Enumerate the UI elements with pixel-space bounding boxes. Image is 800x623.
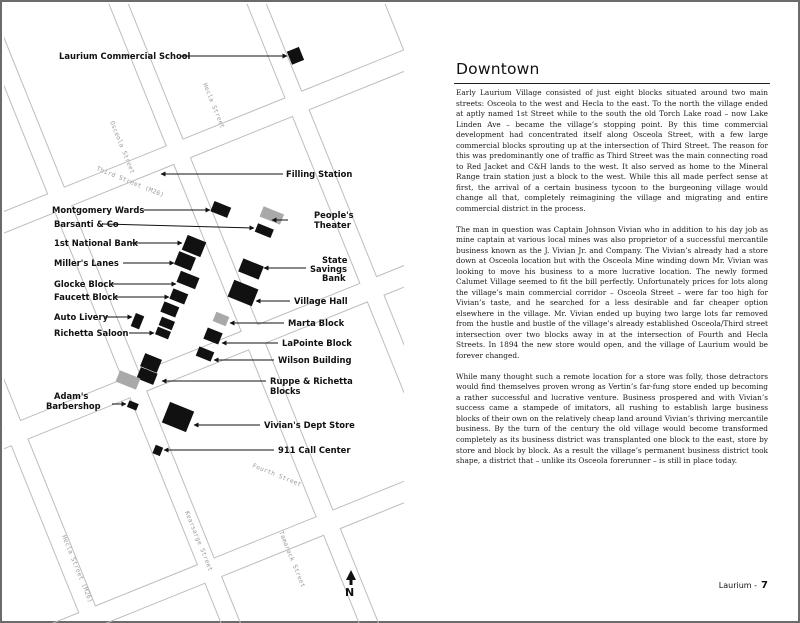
label-montgomery: Montgomery Wards — [52, 205, 145, 215]
city-block — [384, 254, 404, 462]
building-glocke-1 — [176, 271, 199, 290]
city-block — [4, 4, 48, 235]
building-911 — [152, 445, 163, 456]
building-marta-gray — [213, 312, 230, 327]
label-lapointe: LaPointe Block — [282, 338, 352, 348]
label-peoples-1: People's — [314, 210, 354, 220]
building-adams — [127, 400, 139, 410]
label-national-bank: 1st National Bank — [54, 238, 138, 248]
street-name-hecla: Hecla Street — [201, 82, 226, 130]
page-number: 7 — [761, 580, 768, 591]
building-village-hall — [228, 280, 259, 306]
building-peoples-theater — [260, 206, 285, 224]
building-ruppe-gray — [116, 370, 141, 389]
building-faucett-1 — [169, 288, 188, 304]
label-marta: Marta Block — [288, 318, 345, 328]
label-auto-livery: Auto Livery — [54, 312, 109, 322]
article-body — [456, 88, 768, 477]
page-footer — [719, 580, 768, 591]
city-block — [204, 4, 403, 91]
text-page — [404, 4, 800, 623]
paragraph: Early Laurium Village consisted of just eight blocks situated around two main streets: Osceola to the west and Hecla to the east. To the north the village ended at aptly named 1st Street while to the south the old Torch Lake road – now Lake Linden Ave – became the village’s stopping point. By this time commercial development had concentrated itself along Osceola Street, with a few large commercial blocks sprouting up at the intersection of Third Street. The reason for this was predominantly one of traffic as Third Street was the main connecting road to Red Jacket and C&H lands to the west. It also served as home to the Mineral Range train station just a block to the west. While this all made perfect sense at first, the arrival of a certain business tycoon to the burgeoning village would change all that, completely reimagining the village and migrating and entire commercial district in the process. — [456, 88, 768, 213]
footer-book-title: Laurium - — [718, 581, 758, 590]
building-faucett-2 — [160, 301, 179, 317]
city-block — [103, 583, 280, 623]
page-title: Downtown — [456, 60, 540, 78]
arrow-barsanti — [103, 224, 254, 228]
building-state-bank — [238, 258, 264, 279]
building-millers — [174, 251, 196, 271]
label-vivians: Vivian's Dept Store — [264, 420, 355, 430]
label-richetta: Richetta Saloon — [54, 328, 129, 338]
street-name-hecla-m26: Hecla Street (M26) — [60, 534, 94, 604]
building-vivians — [162, 402, 194, 432]
label-village-hall: Village Hall — [294, 296, 348, 306]
building-lapointe — [203, 327, 222, 344]
street-name-fourth: Fourth Street — [251, 462, 303, 489]
label-wilson: Wilson Building — [278, 355, 352, 365]
label-millers: Miller's Lanes — [54, 258, 119, 268]
building-auto-livery — [131, 313, 145, 329]
city-block — [4, 4, 166, 187]
paragraph: The man in question was Captain Johnson Vivian who in addition to his day job as mine captain at various local mines was also proprietor of a successful mercantile business known as the J. Vivian Jr. and Company. The Vivian’s already had a store down at Osceola location but with the Osceola Mine winding down Mr. Vivian was looking to move his business to a more lucrative location. The newly formed Calumet Village seemed to fit the bill perfectly. Unfortunately prices for lots along the village’s main commercial corridor – Osceola Street – were far too high for Vivian’s taste, and he searched for a less desirable and far cheaper option elsewhere in the village. Mr. Vivian ended up buying two large lots far removed from the hustle and bustle of the village’s already established Osceola/Third street intersection over two blocks away in at the intersection of Fourth and Hecla Streets. In 1894 the new store would open, and the village of Laurium would be forever changed. — [456, 224, 768, 360]
city-block — [86, 4, 285, 139]
label-school: Laurium Commercial School — [59, 51, 191, 61]
title-rule — [454, 83, 770, 84]
map-page — [4, 4, 404, 623]
label-ruppe-1: Ruppe & Richetta — [270, 376, 353, 386]
label-state-1: State — [322, 255, 348, 265]
downtown-map — [4, 4, 404, 623]
label-911: 911 Call Center — [278, 445, 351, 455]
label-ruppe-2: Blocks — [270, 386, 301, 396]
city-block — [28, 398, 197, 606]
label-peoples-2: Theater — [314, 220, 351, 230]
building-barsanti — [255, 223, 274, 238]
street-name-third: Third Street (M26) — [95, 165, 166, 200]
street-name-kearsarge: Kearsarge Street — [183, 510, 214, 573]
label-state-3: Bank — [322, 273, 346, 283]
label-filling-station: Filling Station — [286, 169, 353, 179]
label-adams-1: Adam's — [54, 391, 89, 401]
label-barsanti: Barsanti & Co — [54, 219, 119, 229]
city-block — [222, 535, 399, 623]
label-state-2: Savings — [310, 264, 347, 274]
street-name-tamarack: Tamarack Street — [277, 530, 307, 589]
city-block — [340, 487, 404, 623]
street-name-osceola: Osceola Street — [108, 120, 136, 176]
label-glocke: Glocke Block — [54, 279, 114, 289]
north-label: N — [345, 586, 355, 599]
north-arrow-icon — [345, 570, 356, 599]
label-adams-2: Barbershop — [46, 401, 101, 411]
label-faucett: Faucett Block — [54, 292, 118, 302]
paragraph: While many thought such a remote location for a store was folly, those detractors would find themselves proven wrong as Vertin’s far-fung store ended up becoming a rather successful and lucrative venture. Business prospered and with Vivian’s success came a stampede of imitators, all rushing to establish large business blocks of their own on the relatively cheap land around Vivian’s thriving mercantile business. By the turn of the century the old village would become transformed completely as its business district was transplanted one block to the east, store by store and block by block. As a result the village’s permanent business district took shape, a district that – unlike its Osceola forerunner – is still in place today. — [456, 371, 768, 466]
